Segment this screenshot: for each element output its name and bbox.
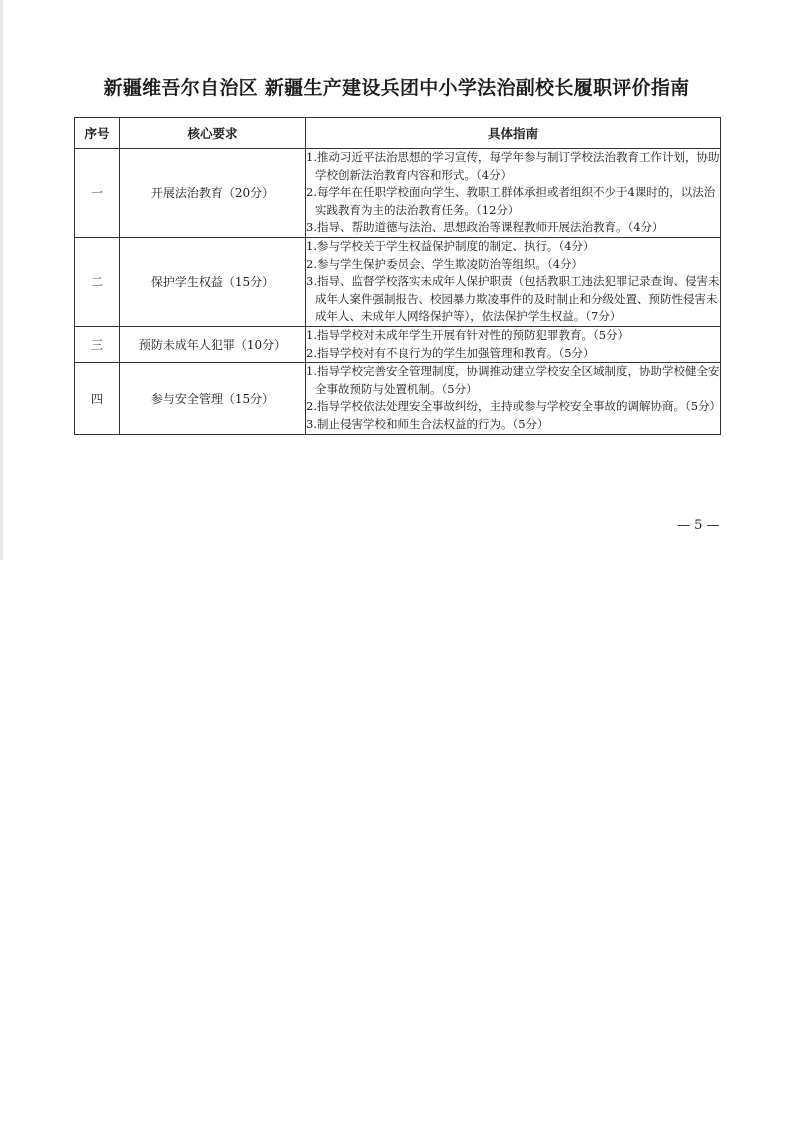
guide-item: 3.指导、监督学校落实未成年人保护职责（包括教职工违法犯罪记录查询、侵害未成年人案件强制报告、校园暴力欺凌事件的及时制止和分级处置、预防性侵害未成年人、未成年人网络保护等），依法保护学生权益。（7分） xyxy=(306,274,720,324)
row-core-requirement: 开展法治教育（20分） xyxy=(120,149,306,238)
page-number: — 5 — xyxy=(677,518,720,533)
row-index: 三 xyxy=(75,326,120,362)
guide-item: 1.参与学校关于学生权益保护制度的制定、执行。（4分） xyxy=(306,238,595,253)
row-core-requirement: 参与安全管理（15分） xyxy=(120,363,306,434)
row-index: 一 xyxy=(75,149,120,238)
guide-item: 2.参与学生保护委员会、学生欺凌防治等组织。（4分） xyxy=(306,256,584,271)
row-guide-cell xyxy=(306,149,721,238)
row-core-requirement: 预防未成年人犯罪（10分） xyxy=(120,326,306,362)
guide-item: 3.制止侵害学校和师生合法权益的行为。（5分） xyxy=(306,416,549,431)
row-index: 二 xyxy=(75,237,120,326)
guide-item: 1.指导学校完善安全管理制度，协调推动建立学校安全区域制度，协助学校健全安全事故预防与处置机制。（5分） xyxy=(306,364,720,396)
header-specific-guide: 具体指南 xyxy=(306,118,721,149)
header-index: 序号 xyxy=(75,118,120,149)
table-header-row xyxy=(75,118,721,149)
table-row xyxy=(75,326,721,362)
row-guide-cell xyxy=(306,363,721,434)
guide-item: 2.指导学校对有不良行为的学生加强管理和教育。（5分） xyxy=(306,345,595,360)
row-core-requirement: 保护学生权益（15分） xyxy=(120,237,306,326)
guide-item: 1.指导学校对未成年学生开展有针对性的预防犯罪教育。（5分） xyxy=(306,327,630,342)
row-guide-cell xyxy=(306,237,721,326)
evaluation-guide-table xyxy=(74,117,721,435)
table-row xyxy=(75,363,721,434)
row-guide-cell xyxy=(306,326,721,362)
guide-item: 1.推动习近平法治思想的学习宣传，每学年参与制订学校法治教育工作计划，协助学校创新法治教育内容和形式。（4分） xyxy=(306,150,720,182)
table-row xyxy=(75,237,721,326)
header-core-requirement: 核心要求 xyxy=(120,118,306,149)
table-row xyxy=(75,149,721,238)
row-index: 四 xyxy=(75,363,120,434)
guide-item: 3.指导、帮助道德与法治、思想政治等课程教师开展法治教育。（4分） xyxy=(306,220,664,235)
document-title: 新疆维吾尔自治区 新疆生产建设兵团中小学法治副校长履职评价指南 xyxy=(103,77,690,99)
guide-item: 2.每学年在任职学校面向学生、教职工群体承担或者组织不少于4课时的，以法治实践教育为主的法治教育任务。（12分） xyxy=(306,185,716,217)
guide-item: 2.指导学校依法处理安全事故纠纷，主持或参与学校安全事故的调解协商。（5分） xyxy=(306,399,722,414)
